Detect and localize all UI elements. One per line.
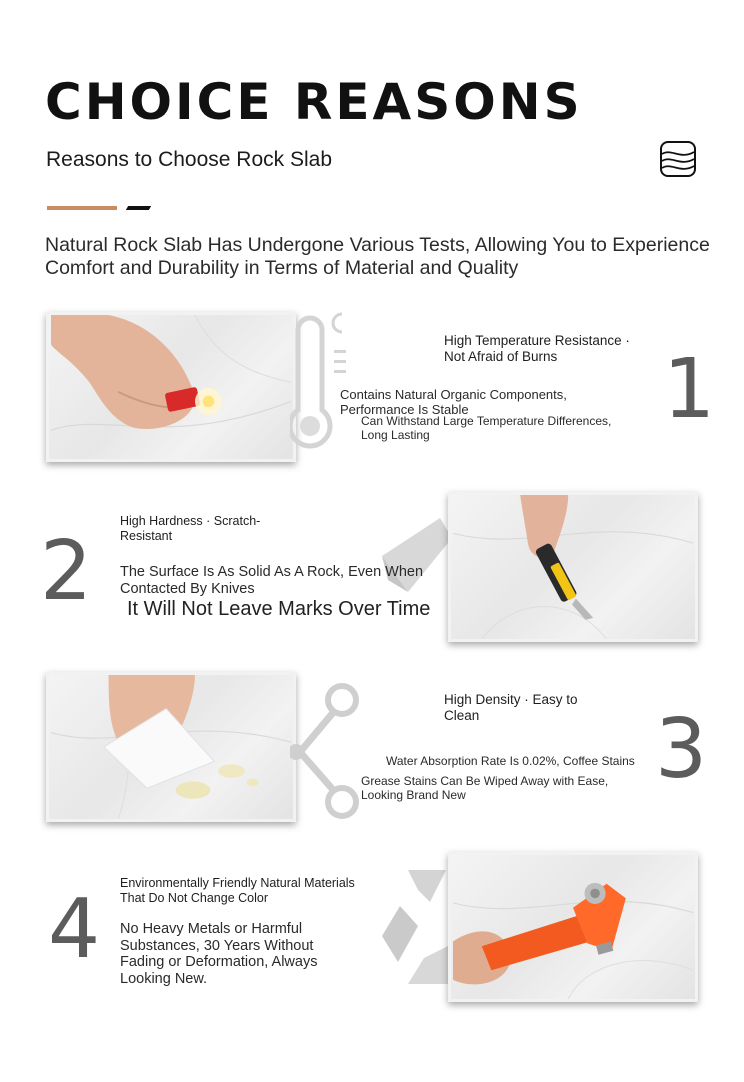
- feature-3-desc-2: Grease Stains Can Be Wiped Away with Ease, Looking Brand New: [361, 774, 609, 802]
- feature-4-desc-1: No Heavy Metals or Harmful Substances, 30 Years Without Fading or Deformation, Always Looking New.: [120, 921, 318, 987]
- photo-knife-on-slab: [448, 492, 698, 642]
- feature-3-number: 3: [655, 702, 708, 797]
- feature-4-title: Environmentally Friendly Natural Materials That Do Not Change Color: [120, 876, 355, 905]
- page-subtitle: Reasons to Choose Rock Slab: [46, 148, 332, 171]
- accent-bar-copper: [47, 206, 117, 210]
- intro-text: Natural Rock Slab Has Undergone Various Tests, Allowing You to Experience Comfort and Durability in Terms of Material and Quality: [45, 234, 710, 279]
- accent-bar-black: [126, 206, 151, 210]
- photo-cloth-wiping-slab: [46, 672, 296, 822]
- slab-layers-icon: [659, 140, 697, 178]
- photo-lighter-on-slab: [46, 312, 296, 462]
- thermometer-icon: [290, 310, 352, 452]
- feature-2-desc-1: The Surface Is As Solid As A Rock, Even When Contacted By Knives: [120, 564, 424, 597]
- molecule-icon: [290, 680, 370, 825]
- feature-2-desc-2: It Will Not Leave Marks Over Time: [127, 598, 431, 620]
- feature-2-number: 2: [40, 524, 93, 619]
- feature-3-desc-1: Water Absorption Rate Is 0.02%, Coffee Stains: [386, 754, 635, 768]
- feature-1-desc-1: Contains Natural Organic Components, Performance Is Stable: [340, 387, 567, 417]
- page-title: CHOICE REASONS: [45, 73, 583, 131]
- feature-1-desc-2: Can Withstand Large Temperature Differences, Long Lasting: [361, 414, 612, 442]
- photo-hammer-on-slab: [448, 852, 698, 1002]
- feature-2-title: High Hardness · Scratch-Resistant: [120, 514, 261, 543]
- feature-3-title: High Density · Easy to Clean: [444, 692, 578, 723]
- recycle-icon: [378, 866, 450, 988]
- feature-4-number: 4: [48, 882, 101, 977]
- feature-1-title: High Temperature Resistance · Not Afraid of Burns: [444, 333, 630, 364]
- feature-1-number: 1: [663, 342, 716, 437]
